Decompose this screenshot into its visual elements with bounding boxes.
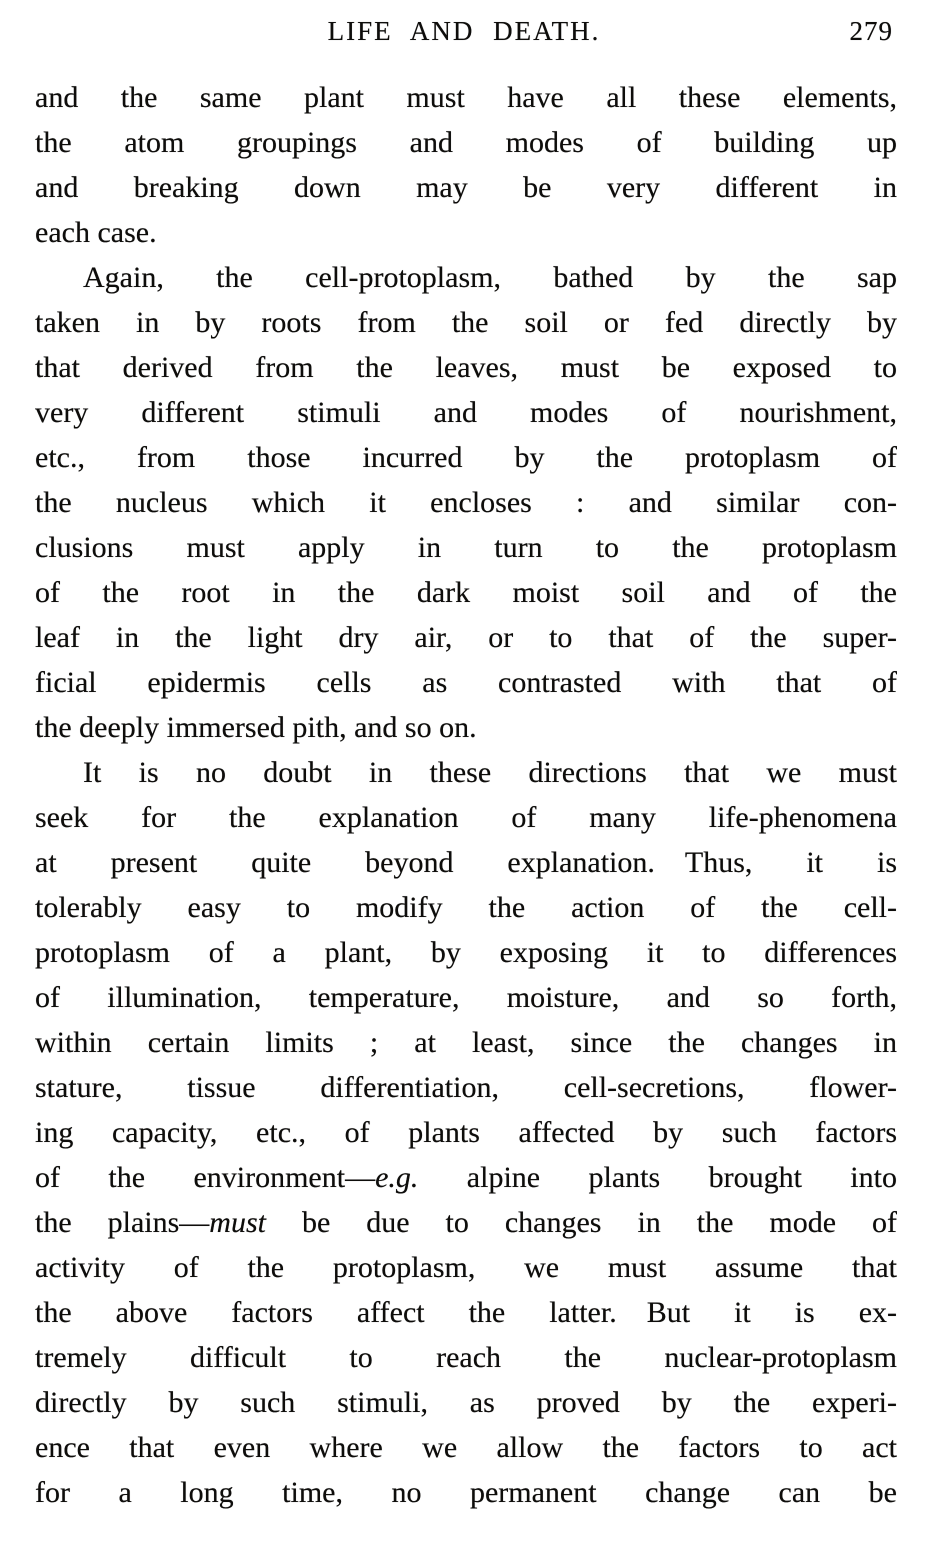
- text-line: the plains—must be due to changes in the mode of: [35, 1206, 897, 1239]
- text-line: the nucleus which it encloses : and similar con-: [35, 486, 897, 519]
- text-line: the above factors affect the latter. But it is ex-: [35, 1296, 897, 1329]
- text-line: directly by such stimuli, as proved by the experi-: [35, 1386, 897, 1419]
- text-line: It is no doubt in these directions that we must: [83, 756, 897, 789]
- text-line: tremely difficult to reach the nuclear-protoplasm: [35, 1341, 897, 1374]
- text-line: of the root in the dark moist soil and of the: [35, 576, 897, 609]
- text-line: taken in by roots from the soil or fed directly by: [35, 306, 897, 339]
- text-line: the atom groupings and modes of building up: [35, 126, 897, 159]
- running-head: [35, 14, 893, 48]
- page-number: 279: [849, 16, 893, 46]
- text-line: for a long time, no permanent change can be: [35, 1476, 897, 1509]
- text-line: clusions must apply in turn to the protoplasm: [35, 531, 897, 564]
- text-line: stature, tissue differentiation, cell-secretions, flower-: [35, 1071, 897, 1104]
- text-line: etc., from those incurred by the protoplasm of: [35, 441, 897, 474]
- text-line: and the same plant must have all these elements,: [35, 81, 897, 114]
- text-line: of illumination, temperature, moisture, and so forth,: [35, 981, 897, 1014]
- text-line: that derived from the leaves, must be exposed to: [35, 351, 897, 384]
- text-line: ence that even where we allow the factors to act: [35, 1431, 897, 1464]
- text-line: seek for the explanation of many life-phenomena: [35, 801, 897, 834]
- text-line: each case.: [35, 216, 157, 249]
- page-header-title: LIFE AND DEATH.: [327, 16, 601, 46]
- body-text: [35, 75, 897, 1515]
- text-line: ficial epidermis cells as contrasted with that of: [35, 666, 897, 699]
- text-line: and breaking down may be very different in: [35, 171, 897, 204]
- text-line: tolerably easy to modify the action of the cell-: [35, 891, 897, 924]
- text-line: of the environment—e.g. alpine plants brought into: [35, 1161, 897, 1194]
- text-line: very different stimuli and modes of nourishment,: [35, 396, 897, 429]
- text-line: Again, the cell-protoplasm, bathed by the sap: [83, 261, 897, 294]
- text-line: within certain limits ; at least, since the changes in: [35, 1026, 897, 1059]
- text-line: the deeply immersed pith, and so on.: [35, 711, 477, 744]
- text-line: protoplasm of a plant, by exposing it to differences: [35, 936, 897, 969]
- text-line: leaf in the light dry air, or to that of the super-: [35, 621, 897, 654]
- text-line: ing capacity, etc., of plants affected by such factors: [35, 1116, 897, 1149]
- text-line: activity of the protoplasm, we must assume that: [35, 1251, 897, 1284]
- text-line: at present quite beyond explanation. Thus, it is: [35, 846, 897, 879]
